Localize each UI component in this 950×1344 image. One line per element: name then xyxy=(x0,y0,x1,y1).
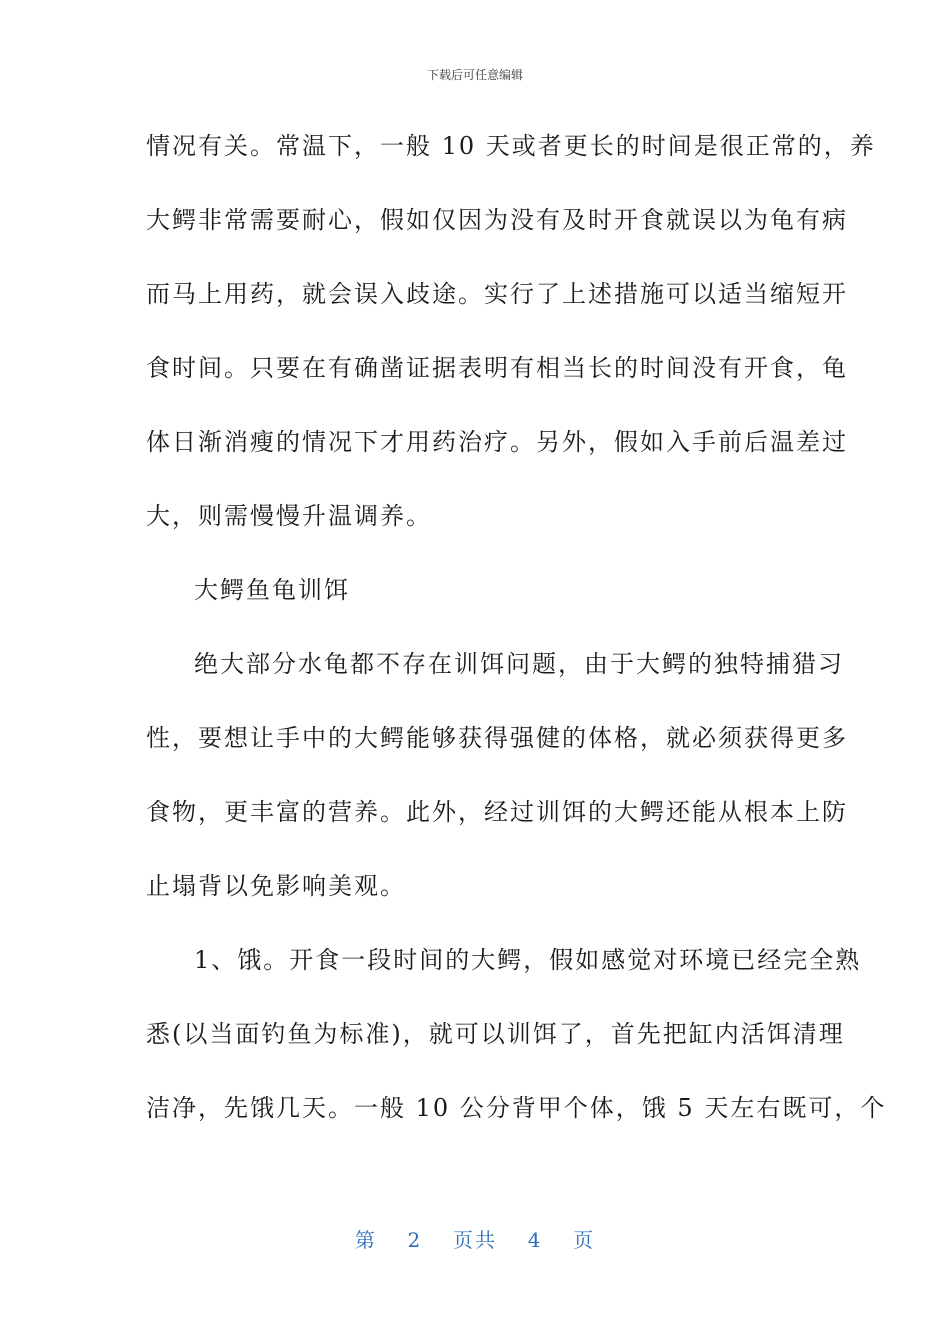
text-line: 食物，更丰富的营养。此外，经过训饵的大鳄还能从根本上防 xyxy=(146,798,848,826)
text-line: 洁净，先饿几天。一般 10 公分背甲个体，饿 5 天左右既可，个 xyxy=(146,1094,887,1122)
footer-suffix: 页 xyxy=(573,1228,596,1252)
footer-total-pages: 4 xyxy=(527,1228,543,1252)
text-line: 食时间。只要在有确凿证据表明有相当长的时间没有开食，龟 xyxy=(146,354,848,382)
text-line: 止塌背以免影响美观。 xyxy=(146,872,406,900)
text-line: 而马上用药，就会误入歧途。实行了上述措施可以适当缩短开 xyxy=(146,280,848,308)
text-line: 悉(以当面钓鱼为标准)，就可以训饵了，首先把缸内活饵清理 xyxy=(146,1020,845,1048)
page-header: 下载后可任意编辑 xyxy=(426,68,523,82)
text-line: 情况有关。常温下，一般 10 天或者更长的时间是很正常的，养 xyxy=(146,132,876,160)
text-line: 性，要想让手中的大鳄能够获得强健的体格，就必须获得更多 xyxy=(146,724,848,752)
text-line: 绝大部分水龟都不存在训饵问题，由于大鳄的独特捕猎习 xyxy=(194,650,844,678)
footer-mid: 页共 xyxy=(453,1228,497,1252)
text-line: 大，则需慢慢升温调养。 xyxy=(146,502,432,530)
document-body xyxy=(146,124,887,1160)
page-footer xyxy=(0,1224,950,1253)
footer-prefix: 第 xyxy=(354,1228,377,1252)
footer-page-number: 2 xyxy=(407,1228,423,1252)
text-line: 大鳄非常需要耐心，假如仅因为没有及时开食就误以为龟有病 xyxy=(146,206,848,234)
section-heading: 大鳄鱼龟训饵 xyxy=(194,576,350,604)
text-line: 1、饿。开食一段时间的大鳄，假如感觉对环境已经完全熟 xyxy=(194,946,862,974)
text-line: 体日渐消瘦的情况下才用药治疗。另外，假如入手前后温差过 xyxy=(146,428,848,456)
